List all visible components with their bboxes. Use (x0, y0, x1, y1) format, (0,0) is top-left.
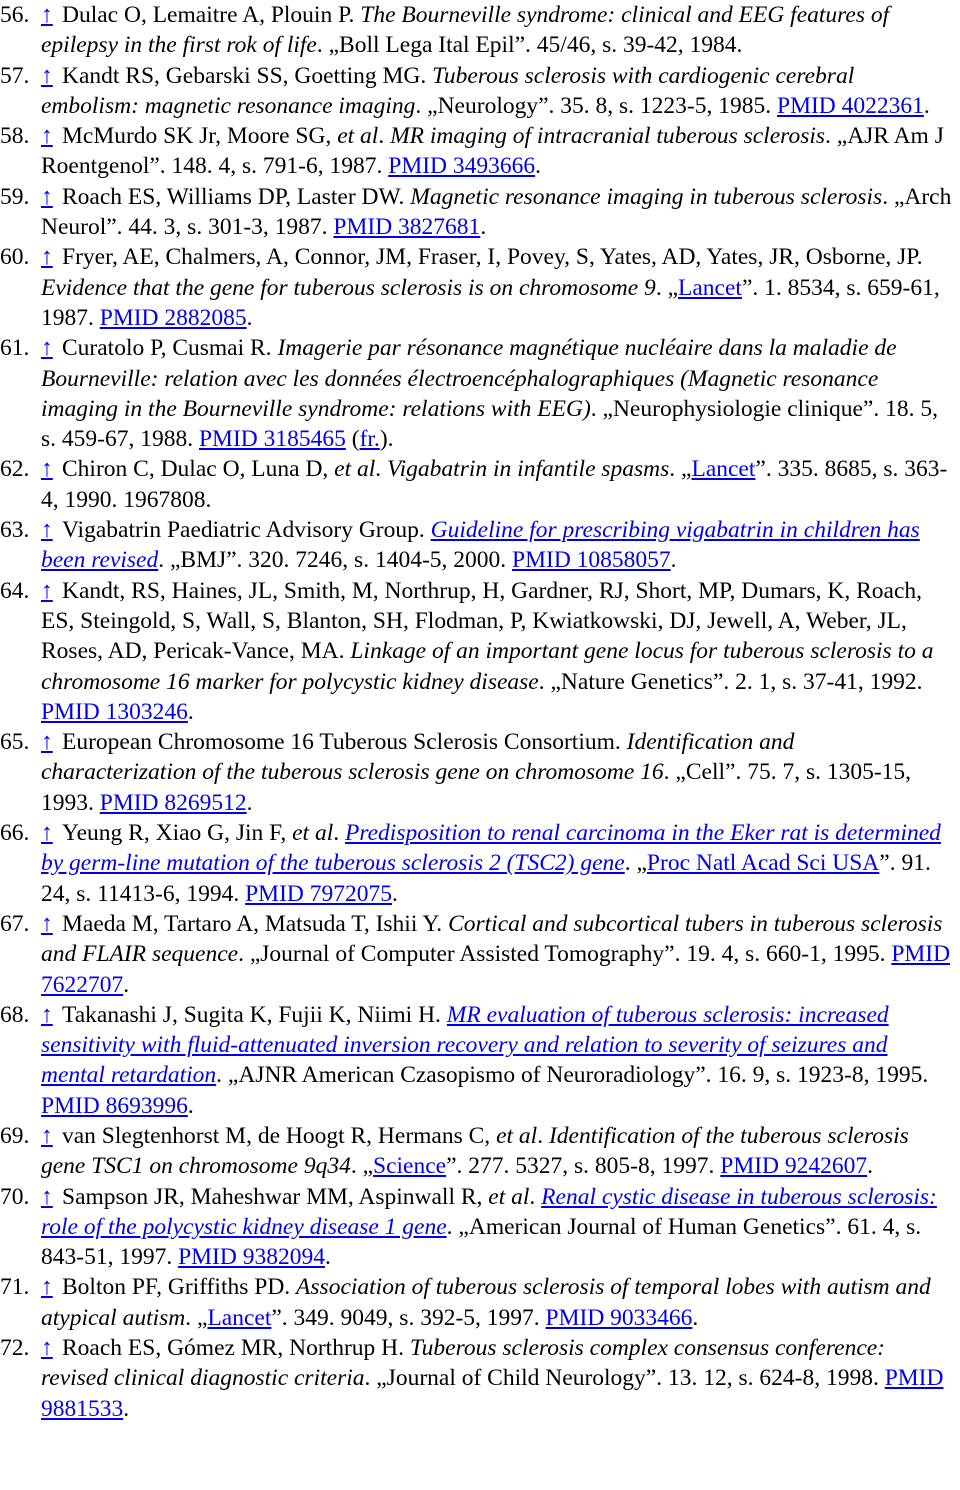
article-title: Linkage of an important gene locus for tuberous sclerosis to a chromosome 16 marker for polycystic kidney disease (41, 638, 934, 695)
reference-entry-64 (0, 576, 952, 727)
up-arrow-icon[interactable]: ↑ (41, 123, 53, 150)
reference-text: Dulac O, Lemaitre A, Plouin P. (62, 2, 361, 28)
reference-text: Yeung R, Xiao G, Jin F, (62, 820, 293, 847)
article-title: et al (488, 1183, 530, 1210)
reference-text: . (392, 880, 398, 907)
reference-text: . (692, 1304, 699, 1331)
article-title-link[interactable]: Predisposition to renal carcinoma in the Eker rat is determined by germ-line mutation of the tuberous sclerosis 2 (TSC2) gene (41, 820, 941, 877)
reference-text: Kandt, RS, Haines, JL, Smith, M, Northrup, H, Gardner, RJ, Short, MP, Dumars, K, Roach, ES, Steingold, S, Wall, S, Blanton, SH, Flodman, P, Kwiatkowski, DJ, Jewell, A, Weber, JL, Roses, AD, Pericak-Vance, MA. (41, 577, 923, 665)
reference-number: 59. (0, 183, 30, 210)
reference-entry-61 (0, 333, 952, 454)
reference-text: . „Cell”. 75. 7, s. 1305-15, 1993. (41, 759, 912, 816)
reference-entry-59 (0, 182, 952, 243)
reference-text: Chiron C, Dulac O, Luna D, (62, 456, 335, 483)
up-arrow-icon[interactable]: ↑ (41, 244, 53, 271)
reference-number: 58. (0, 123, 30, 150)
up-arrow-icon[interactable]: ↑ (41, 183, 53, 210)
pmid-link[interactable]: PMID 2882085 (99, 304, 247, 331)
article-title: Cortical and subcortical tubers in tuberous sclerosis and FLAIR sequence (41, 910, 943, 968)
reference-text: ”. 277. 5327, s. 805-8, 1997. (446, 1153, 721, 1180)
up-arrow-icon[interactable]: ↑ (41, 62, 53, 89)
reference-text: Sampson JR, Maheshwar MM, Aspinwall R, (62, 1183, 489, 1210)
reference-text: ”. 349. 9049, s. 392-5, 1997. (271, 1304, 546, 1331)
up-arrow-icon[interactable]: ↑ (41, 335, 53, 362)
reference-number: 64. (0, 577, 30, 604)
up-arrow-icon[interactable]: ↑ (41, 1122, 53, 1149)
reference-text: . (324, 1244, 331, 1271)
reference-text: . „ (350, 1153, 374, 1180)
reference-text: . (187, 1092, 194, 1119)
journal-link[interactable]: Science (373, 1153, 447, 1180)
reference-text: . „ (624, 850, 647, 877)
reference-entry-67 (0, 909, 952, 1000)
reference-text: . (187, 698, 194, 725)
article-title-link[interactable]: Guideline for prescribing vigabatrin in children has been revised (41, 517, 920, 574)
reference-text: . „Neurophysiologie clinique”. 18. 5, s. 459-67, 1988. (41, 395, 938, 453)
reference-text: . „Boll Lega Ital Epil”. 45/46, s. 39-42, 1984. (316, 32, 743, 59)
reference-text: . „Nature Genetics”. 2. 1, s. 37-41, 1992. (538, 668, 923, 695)
article-title: et al (292, 820, 334, 847)
reference-text: . (378, 123, 391, 150)
up-arrow-icon[interactable]: ↑ (41, 820, 53, 847)
reference-number: 66. (0, 820, 30, 847)
reference-entry-66 (0, 818, 952, 909)
reference-number: 62. (0, 456, 30, 483)
reference-text: Kandt RS, Gebarski SS, Goetting MG. (62, 62, 433, 89)
pmid-link[interactable]: PMID 1303246 (41, 698, 188, 725)
journal-link[interactable]: Lancet (678, 274, 742, 301)
pmid-link[interactable]: PMID 8269512 (99, 789, 247, 816)
reference-text: McMurdo SK Jr, Moore SG, (62, 123, 338, 150)
pmid-link[interactable]: PMID 3827681 (333, 214, 481, 241)
journal-link[interactable]: Lancet (207, 1304, 272, 1331)
reference-text: ”. 91. 24, s. 11413-6, 1994. (41, 850, 931, 907)
up-arrow-icon[interactable]: ↑ (41, 1274, 53, 1301)
reference-number: 70. (0, 1183, 30, 1210)
article-title: The Bourneville syndrome: clinical and EEG features of epilepsy in the first rok of life (41, 2, 890, 59)
pmid-link[interactable]: PMID 9881533 (41, 1365, 944, 1422)
reference-text: ( (345, 426, 360, 453)
reference-text: Maeda M, Tartaro A, Matsuda T, Ishii Y. (62, 910, 449, 937)
up-arrow-icon[interactable]: ↑ (41, 1335, 53, 1362)
reference-text: . „AJR Am J Roentgenol”. 148. 4, s. 791-6, 1987. (41, 123, 944, 180)
pmid-link[interactable]: PMID 7972075 (245, 880, 392, 907)
reference-number: 60. (0, 244, 30, 271)
reference-entry-71 (0, 1272, 952, 1333)
article-title: Imagerie par résonance magnétique nucléaire dans la maladie de Bourneville: relation avec les données électroencéphalographiques (Magnetic resonance imaging in the Bourneville syndrome: relations with EEG) (41, 335, 897, 422)
reference-text: van Slegtenhorst M, de Hoogt R, Hermans C, (62, 1122, 497, 1149)
reference-number: 65. (0, 729, 30, 756)
reference-entry-60 (0, 242, 952, 333)
pmid-link[interactable]: PMID 7622707 (41, 941, 951, 998)
reference-number: 57. (0, 62, 30, 89)
pmid-link[interactable]: PMID 9382094 (178, 1244, 325, 1271)
reference-number: 71. (0, 1274, 30, 1301)
article-title: Identification and characterization of the tuberous sclerosis gene on chromosome 16 (41, 729, 795, 786)
reference-number: 67. (0, 910, 30, 937)
article-title: Association of tuberous sclerosis of temporal lobes with autism and atypical autism (41, 1274, 931, 1331)
reference-entry-65 (0, 727, 952, 818)
article-title: Tuberous sclerosis complex consensus conference: revised clinical diagnostic criteria (41, 1335, 886, 1392)
reference-text: . „BMJ”. 320. 7246, s. 1404-5, 2000. (158, 547, 513, 574)
reference-text: . (246, 789, 253, 816)
reference-text: . „Journal of Child Neurology”. 13. 12, s. 624-8, 1998. (364, 1365, 885, 1392)
reference-number: 68. (0, 1001, 30, 1028)
article-title: Identification of the tuberous sclerosis gene TSC1 on chromosome 9q34 (41, 1122, 909, 1180)
reference-text: . „AJNR American Czasopismo of Neuroradiology”. 16. 9, s. 1923-8, 1995. (216, 1062, 929, 1089)
pmid-link[interactable]: PMID 9242607 (720, 1153, 868, 1180)
article-title: Vigabatrin in infantile spasms (387, 456, 670, 483)
article-title: et al (496, 1122, 538, 1149)
reference-entry-70 (0, 1182, 952, 1273)
reference-text: Fryer, AE, Chalmers, A, Connor, JM, Fraser, I, Povey, S, Yates, AD, Yates, JR, Osborne, JP. (62, 244, 923, 271)
up-arrow-icon[interactable]: ↑ (41, 456, 53, 483)
up-arrow-icon[interactable]: ↑ (41, 1001, 53, 1028)
reference-text: . (923, 92, 930, 119)
article-title: et al (334, 456, 376, 483)
reference-entry-69 (0, 1121, 952, 1182)
pmid-link[interactable]: PMID 4022361 (777, 92, 924, 119)
reference-entry-68 (0, 1000, 952, 1121)
reference-text: . „ (669, 456, 692, 483)
reference-text: . (529, 1183, 542, 1210)
pmid-link[interactable]: PMID 10858057 (512, 547, 671, 574)
pmid-link[interactable]: PMID 3185465 (198, 426, 346, 453)
article-title: Evidence that the gene for tuberous sclerosis is on chromosome 9 (41, 274, 656, 301)
reference-text: . (246, 304, 253, 331)
journal-link[interactable]: Lancet (691, 456, 756, 483)
reference-text: . (123, 971, 130, 998)
reference-entry-72 (0, 1333, 952, 1424)
reference-text: European Chromosome 16 Tuberous Sclerosis Consortium. (62, 729, 627, 756)
reference-entry-57 (0, 61, 952, 122)
reference-text: . „ (185, 1304, 208, 1331)
reference-text: . (670, 547, 677, 574)
up-arrow-icon[interactable]: ↑ (41, 910, 53, 937)
reference-text: . „Neurology”. 35. 8, s. 1223-5, 1985. (415, 92, 777, 119)
article-title: MR imaging of intracranial tuberous sclerosis (390, 123, 826, 150)
reference-text: ”. 1. 8534, s. 659-61, 1987. (41, 274, 940, 331)
reference-text: . „Arch Neurol”. 44. 3, s. 301-3, 1987. (41, 183, 952, 241)
reference-text: Roach ES, Gómez MR, Northrup H. (62, 1335, 410, 1362)
reference-text: . „Journal of Computer Assisted Tomography”. 19. 4, s. 660-1, 1995. (238, 941, 892, 968)
reference-text: Takanashi J, Sugita K, Fujii K, Niimi H. (62, 1001, 447, 1028)
reference-text: ). (379, 426, 394, 453)
reference-number: 69. (0, 1122, 30, 1149)
reference-text: . (537, 1122, 549, 1149)
reference-text: . (375, 456, 388, 483)
article-title-link[interactable]: MR evaluation of tuberous sclerosis: increased sensitivity with fluid-attenuated inversion recovery and relation to severity of seizures and mental retardation (41, 1001, 889, 1089)
reference-number: 72. (0, 1335, 30, 1362)
article-title: Tuberous sclerosis with cardiogenic cerebral embolism: magnetic resonance imaging (41, 62, 855, 119)
up-arrow-icon[interactable]: ↑ (41, 2, 53, 28)
article-title-link[interactable]: Renal cystic disease in tuberous sclerosis: role of the polycystic kidney disease 1 gene (41, 1183, 937, 1240)
reference-entry-58 (0, 121, 952, 182)
reference-text: . „American Journal of Human Genetics”. 61. 4, s. 843-51, 1997. (41, 1213, 922, 1271)
reference-number: 61. (0, 335, 30, 362)
reference-entry-56 (0, 0, 952, 61)
reference-text: Curatolo P, Cusmai R. (62, 335, 278, 362)
reference-text: Roach ES, Williams DP, Laster DW. (62, 183, 411, 210)
reference-entry-62 (0, 454, 952, 515)
reference-text: Bolton PF, Griffiths PD. (62, 1274, 297, 1301)
reference-text: Vigabatrin Paediatric Advisory Group. (62, 517, 431, 544)
reference-text: . (333, 820, 345, 847)
up-arrow-icon[interactable]: ↑ (41, 577, 53, 604)
pmid-link[interactable]: PMID 3493666 (388, 153, 536, 180)
reference-text: . (867, 1153, 874, 1180)
up-arrow-icon[interactable]: ↑ (41, 1183, 53, 1210)
pmid-link[interactable]: PMID 8693996 (41, 1092, 188, 1119)
article-title: Magnetic resonance imaging in tuberous sclerosis (410, 183, 883, 210)
up-arrow-icon[interactable]: ↑ (41, 517, 53, 544)
journal-link[interactable]: fr. (359, 426, 380, 453)
journal-link[interactable]: Proc Natl Acad Sci USA (646, 850, 880, 877)
up-arrow-icon[interactable]: ↑ (41, 729, 53, 756)
reference-number: 63. (0, 517, 30, 544)
reference-number: 56. (0, 2, 30, 28)
reference-entry-63 (0, 515, 952, 576)
reference-text: . „ (655, 274, 678, 301)
reference-text: . (480, 214, 487, 241)
reference-text: . (123, 1395, 130, 1422)
reference-text: . (535, 153, 542, 180)
reference-text: ”. 335. 8685, s. 363-4, 1990. 1967808. (41, 456, 948, 513)
article-title: et al (337, 123, 379, 150)
pmid-link[interactable]: PMID 9033466 (545, 1304, 693, 1331)
